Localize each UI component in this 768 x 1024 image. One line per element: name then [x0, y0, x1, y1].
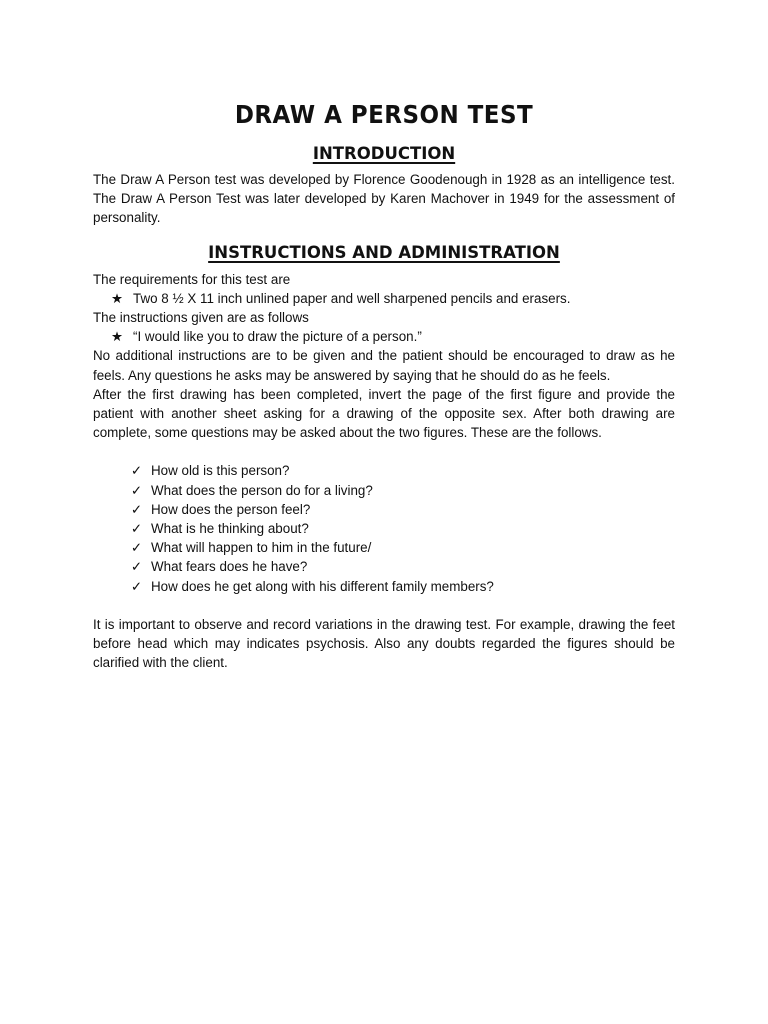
- instructions-paragraph-2: After the first drawing has been completed, invert the page of the first figure and provide the patient with another sheet asking for a drawing of the opposite sex. After both drawing are complete, some questions may be asked about the two figures. These are the follows.: [93, 386, 675, 441]
- checkmark-icon: ✓: [130, 482, 143, 498]
- instructions-paragraph-1: No additional instructions are to be given and the patient should be encouraged to draw as he feels. Any questions he asks may be answered by saying that he should do as he feels.: [93, 348, 675, 383]
- list-item: [130, 519, 675, 538]
- star-bullet-icon: ★: [111, 329, 124, 345]
- question-text: How old is this person?: [151, 463, 290, 479]
- checkmark-icon: ✓: [130, 521, 143, 537]
- requirements-item-text: Two 8 ½ X 11 inch unlined paper and well sharpened pencils and erasers.: [133, 290, 571, 306]
- checkmark-icon: ✓: [130, 501, 143, 517]
- question-checklist: [93, 461, 675, 595]
- question-text: What does the person do for a living?: [151, 482, 373, 498]
- star-bullet-icon: ★: [111, 290, 124, 306]
- instructions-heading: INSTRUCTIONS AND ADMINISTRATION: [208, 242, 560, 262]
- question-text: What is he thinking about?: [151, 521, 309, 537]
- list-item: [130, 500, 675, 519]
- list-item: [130, 481, 675, 500]
- question-text: What fears does he have?: [151, 559, 308, 575]
- document-title: DRAW A PERSON TEST: [234, 100, 534, 129]
- closing-paragraph: It is important to observe and record variations in the drawing test. For example, drawing the feet before head which may indicates psychosis. Also any doubts regarded the figures should be clarified with the client.: [93, 616, 675, 671]
- checkmark-icon: ✓: [130, 559, 143, 575]
- checkmark-icon: ✓: [130, 540, 143, 556]
- question-text: How does the person feel?: [151, 501, 311, 517]
- checkmark-icon: ✓: [130, 578, 143, 594]
- list-item: [130, 538, 675, 557]
- requirements-label: The requirements for this test are: [93, 271, 291, 287]
- instructions-section: [93, 270, 675, 443]
- instructions-item: [93, 327, 675, 346]
- introduction-paragraph: The Draw A Person test was developed by Florence Goodenough in 1928 as an intelligence test. The Draw A Person Test was later developed by Karen Machover in 1949 for the assessment of personality.: [93, 172, 675, 226]
- question-text: How does he get along with his different family members?: [151, 578, 494, 594]
- introduction-heading: INTRODUCTION: [312, 144, 456, 163]
- list-item: [130, 577, 675, 596]
- instructions-label: The instructions given are as follows: [93, 310, 309, 326]
- checkmark-icon: ✓: [130, 463, 143, 479]
- requirements-item: [93, 289, 675, 308]
- document-page: [93, 98, 675, 672]
- question-text: What will happen to him in the future/: [151, 540, 372, 556]
- instructions-item-text: “I would like you to draw the picture of a person.”: [133, 329, 422, 345]
- list-item: [130, 557, 675, 576]
- list-item: [130, 461, 675, 480]
